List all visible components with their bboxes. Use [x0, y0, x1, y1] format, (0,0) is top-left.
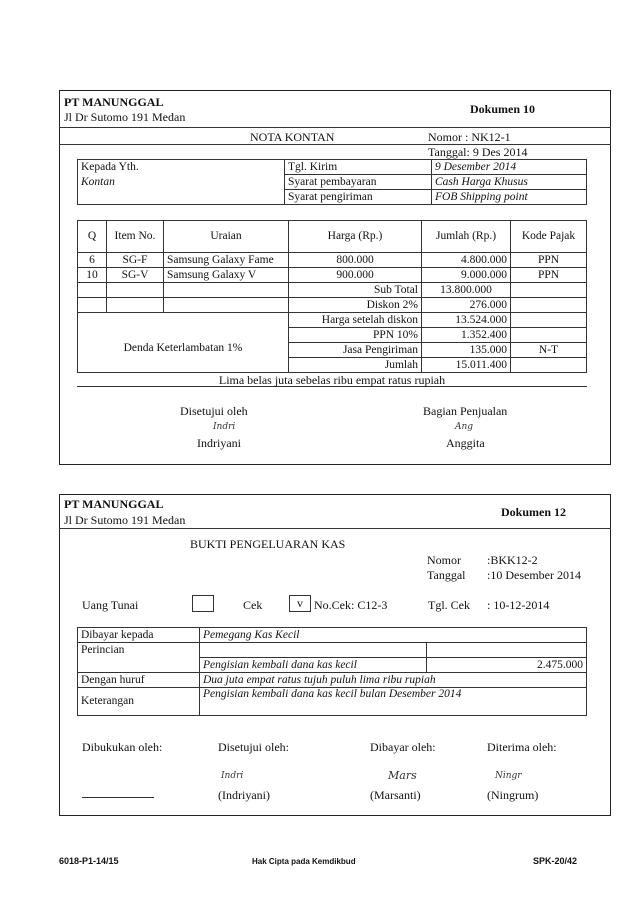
company-address: Jl Dr Sutomo 191 Medan: [64, 110, 186, 124]
item-harga: 800.000: [289, 253, 422, 268]
item-q: 6: [78, 253, 107, 268]
keterangan-value: Pengisian kembali dana kas kecil bulan Desember 2014: [200, 688, 587, 716]
footer-copyright: Hak Cipta pada Kemdikbud: [252, 857, 356, 866]
header-item: Item No.: [107, 221, 164, 253]
dibayar-kepada-label: Dibayar kepada: [78, 628, 200, 643]
item-no: SG-F: [107, 253, 164, 268]
pengeluaran-table: [77, 627, 587, 716]
tanggal-label: Tanggal: [427, 568, 466, 582]
summary-kode: N-T: [511, 343, 587, 358]
tgl-cek-label: Tgl. Cek: [428, 598, 470, 612]
info-value: FOB Shipping point: [432, 190, 587, 205]
disetujui-name: (Indriyani): [218, 788, 270, 802]
perincian-amount: 2.475.000: [427, 658, 587, 673]
penjualan-name: Anggita: [446, 436, 485, 450]
doc-title: BUKTI PENGELUARAN KAS: [190, 537, 346, 551]
disetujui-label: Disetujui oleh:: [218, 740, 289, 754]
diterima-label: Diterima oleh:: [487, 740, 557, 754]
doc-title: NOTA KONTAN: [250, 130, 335, 144]
dibukukan-signature-line: [82, 797, 154, 798]
nomor-value: :BKK12-2: [487, 553, 538, 567]
header-harga: Harga (Rp.): [289, 221, 422, 253]
header-uraian: Uraian: [164, 221, 289, 253]
summary-label: Sub Total: [289, 283, 422, 298]
tanggal-value: :10 Desember 2014: [487, 568, 581, 582]
perincian-label: Perincian: [78, 643, 200, 658]
nomor: Nomor : NK12-1: [428, 130, 511, 144]
dibayar-kepada-value: Pemegang Kas Kecil: [200, 628, 587, 643]
items-table: [77, 220, 587, 373]
penjualan-label: Bagian Penjualan: [423, 404, 508, 418]
doc-label: Dokumen 12: [501, 505, 567, 519]
doc-label: Dokumen 10: [470, 102, 536, 116]
header-jumlah: Jumlah (Rp.): [422, 221, 511, 253]
diterima-signature: Ningr: [495, 771, 522, 781]
summary-value: 276.000: [422, 298, 511, 313]
summary-value: 135.000: [422, 343, 511, 358]
kepada-value: Kontan: [78, 175, 285, 190]
header-kode: Kode Pajak: [511, 221, 587, 253]
no-cek: No.Cek: C12-3: [314, 598, 388, 612]
dibukukan-label: Dibukukan oleh:: [82, 740, 163, 754]
diterima-name: (Ningrum): [487, 788, 539, 802]
summary-value: 15.011.400: [422, 358, 511, 373]
item-harga: 900.000: [289, 268, 422, 283]
item-jumlah: 9.000.000: [422, 268, 511, 283]
disetujui-signature: Indri: [221, 771, 244, 781]
disetujui-name: Indriyani: [197, 436, 241, 450]
terbilang: Lima belas juta sebelas ribu empat ratus rupiah: [218, 373, 446, 387]
summary-value: 13.800.000: [422, 283, 511, 298]
summary-label: Jasa Pengiriman: [289, 343, 422, 358]
divider: [59, 528, 611, 529]
item-no: SG-V: [107, 268, 164, 283]
item-uraian: Samsung Galaxy Fame: [164, 253, 289, 268]
info-value: Cash Harga Khusus: [432, 175, 587, 190]
divider: [59, 144, 611, 145]
tanggal: Tanggal: 9 Des 2014: [428, 145, 528, 159]
item-uraian: Samsung Galaxy V: [164, 268, 289, 283]
uang-tunai-checkbox[interactable]: [192, 595, 214, 612]
summary-label: PPN 10%: [289, 328, 422, 343]
info-label: Syarat pengiriman: [285, 190, 432, 205]
item-q: 10: [78, 268, 107, 283]
summary-label: Harga setelah diskon: [289, 313, 422, 328]
info-label: Tgl. Kirim: [285, 160, 432, 175]
kepada-info-table: [77, 159, 587, 205]
company-name: PT MANUNGGAL: [64, 497, 164, 511]
huruf-value: Dua juta empat ratus tujuh puluh lima ribu rupiah: [200, 673, 587, 688]
cek-label: Cek: [243, 598, 263, 612]
cek-checkbox[interactable]: v: [289, 595, 311, 612]
summary-value: 13.524.000: [422, 313, 511, 328]
tgl-cek-value: : 10-12-2014: [487, 598, 550, 612]
info-value: 9 Desember 2014: [432, 160, 587, 175]
perincian-desc: Pengisian kembali dana kas kecil: [200, 658, 427, 673]
denda-note: Denda Keterlambatan 1%: [78, 313, 289, 373]
kepada-label: Kepada Yth.: [78, 160, 285, 175]
divider: [59, 127, 611, 128]
company-name: PT MANUNGGAL: [64, 95, 164, 109]
uang-tunai-label: Uang Tunai: [82, 598, 139, 612]
info-label: Syarat pembayaran: [285, 175, 432, 190]
dibayar-label: Dibayar oleh:: [370, 740, 436, 754]
dibayar-name: (Marsanti): [370, 788, 421, 802]
keterangan-label: Keterangan: [78, 688, 200, 716]
summary-value: 1.352.400: [422, 328, 511, 343]
footer-page: SPK-20/42: [533, 856, 578, 866]
disetujui-label: Disetujui oleh: [180, 404, 248, 418]
item-kode: PPN: [511, 253, 587, 268]
company-address: Jl Dr Sutomo 191 Medan: [64, 513, 186, 527]
summary-label: Diskon 2%: [289, 298, 422, 313]
header-q: Q: [78, 221, 107, 253]
item-jumlah: 4.800.000: [422, 253, 511, 268]
penjualan-signature: Ang: [455, 422, 474, 432]
item-kode: PPN: [511, 268, 587, 283]
footer-code: 6018-P1-14/15: [59, 856, 119, 866]
nomor-label: Nomor: [427, 553, 461, 567]
disetujui-signature: Indri: [213, 422, 236, 432]
summary-label: Jumlah: [289, 358, 422, 373]
huruf-label: Dengan huruf: [78, 673, 200, 688]
dibayar-signature: Mars: [388, 769, 417, 782]
